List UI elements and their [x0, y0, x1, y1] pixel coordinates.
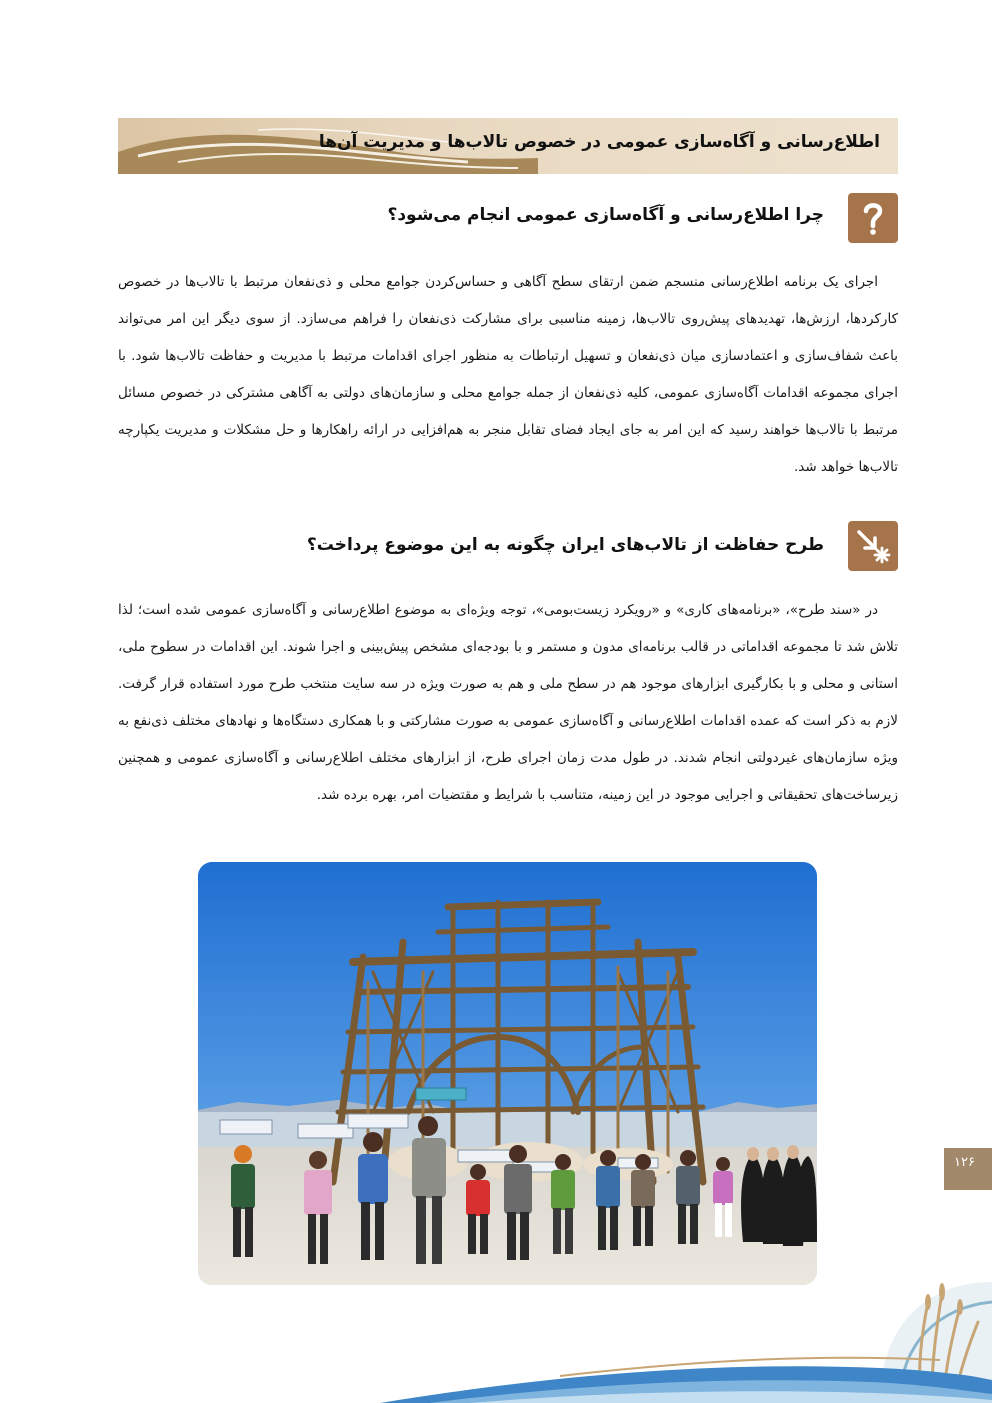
page-number: ۱۲۶ — [954, 1155, 975, 1170]
section-heading-why: چرا اطلاع‌رسانی و آگاه‌سازی عمومی انجام می‌شود؟ — [387, 205, 824, 225]
chapter-header — [118, 118, 898, 174]
section-body-how: در «سند طرح»، «برنامه‌های کاری» و «رویکرد زیست‌بومی»، توجه ویژه‌ای به موضوع اطلاع‌رسانی و آگاه‌سازی عمومی شده است؛ لذا تلاش شد تا مجموعه اقداماتی در قالب برنامه‌ای مدون و مستمر و با بودجه‌ای مشخص پیش‌بینی و اجرا شوند. این اقدامات در سطوح ملی، استانی و محلی و با بکارگیری ابزارهای موجود هم در سطح ملی و هم به صورت ویژه در سه سایت منتخب طرح مورد استفاده قرار گرفت. لازم به ذکر است که عمده اقدامات اطلاع‌رسانی و آگاه‌سازی عمومی به صورت مشارکتی و با همکاری دستگاه‌ها و نهادهای مختلف ذی‌نفع به ویژه سازمان‌های غیردولتی انجام شدند. در طول مدت زمان اجرای طرح، از ابزارهای مختلف اطلاع‌رسانی و آگاه‌سازی عمومی و همچنین زیرساخت‌های تحقیقاتی و اجرایی موجود در این زمینه، متناسب با شرایط و مقتضیات امر، بهره برده شد. — [118, 602, 898, 803]
footer-wave-decoration — [0, 1320, 992, 1403]
section-body-why: اجرای یک برنامه اطلاع‌رسانی منسجم ضمن ارتقای سطح آگاهی و حساس‌کردن جوامع محلی و ذی‌نفعان مرتبط با تالاب‌ها در خصوص کارکردها، ارزش‌ها، تهدیدهای پیش‌روی تالاب‌ها، زمینه مناسبی برای مشارکت ذی‌نفعان را فراهم می‌سازد. از سوی دیگر این امر می‌تواند باعث شفاف‌سازی و اعتمادسازی میان ذی‌نفعان و تسهیل ارتباطات به منظور اجرای اقدامات مرتبط با مدیریت و حفاظت تالاب‌ها شود. با اجرای مجموعه اقدامات آگاه‌سازی عمومی، کلیه ذی‌نفعان از جمله جوامع محلی و سازمان‌های دولتی به آگاهی مشترکی در خصوص مسائل مرتبط با تالاب‌ها خواهند رسید که این امر به جای ایجاد فضای تقابل منجر به هم‌افزایی در ارائه راهکارها و حل مشکلات و مدیریت یکپارچه تالاب‌ها خواهد شد. — [118, 274, 898, 475]
section-heading-how: طرح حفاظت از تالاب‌های ایران چگونه به این موضوع پرداخت؟ — [306, 535, 824, 555]
chapter-title: اطلاع‌رسانی و آگاه‌سازی عمومی در خصوص تالاب‌ها و مدیریت آن‌ها — [318, 132, 880, 152]
question-mark-icon — [848, 193, 898, 243]
photo-children-wooden-structure — [198, 862, 817, 1285]
arrow-asterisk-icon — [848, 521, 898, 571]
